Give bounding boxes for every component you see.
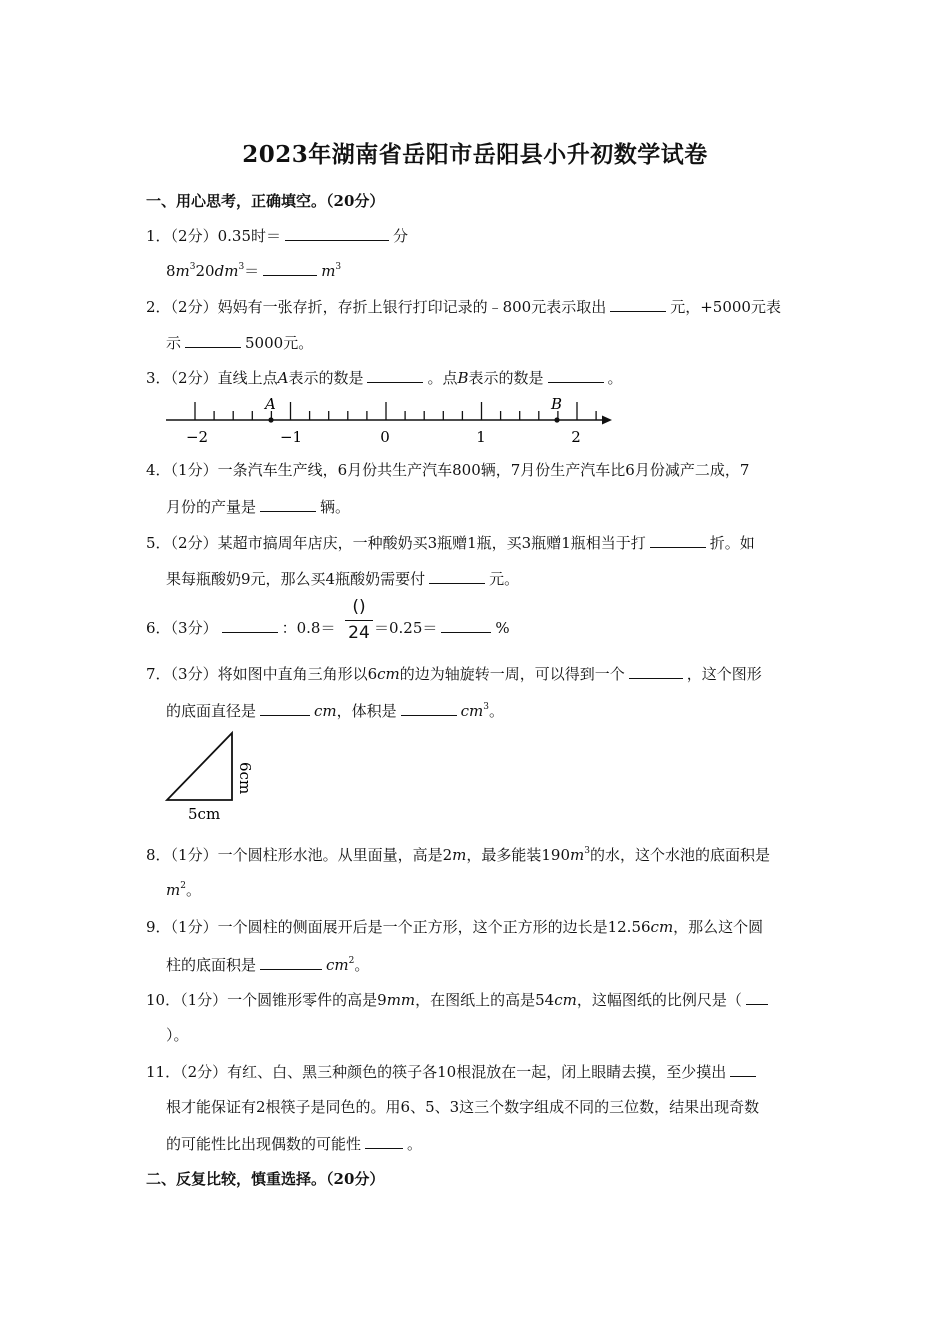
question-3: 3．（2分）直线上点A表示的数是 。点B表示的数是 。 xyxy=(146,369,623,387)
point-b xyxy=(554,417,559,422)
question-1: 1．（2分）0.35时＝ 分 xyxy=(146,227,409,245)
question-5-line-2: 果每瓶酸奶9元，那么买4瓶酸奶需要付 元。 xyxy=(166,570,520,588)
arrow-right-icon xyxy=(602,416,612,425)
tick-label: 0 xyxy=(380,428,390,446)
question-7-line-2: 的底面直径是 cm，体积是 $cm^3$。 xyxy=(166,702,505,720)
answer-blank[interactable] xyxy=(285,225,389,241)
question-7: 7．（3分）将如图中直角三角形以6cm的边为轴旋转一周，可以得到一个 ，这个图形 xyxy=(146,665,762,683)
answer-blank[interactable] xyxy=(260,954,322,970)
base-label: 5cm xyxy=(188,805,221,823)
section-1-heading: 一、用心思考，正确填空。（20分） xyxy=(146,192,385,210)
question-10-line-2: ）。 xyxy=(166,1026,189,1044)
fraction-numerator: () xyxy=(352,597,366,617)
answer-blank[interactable] xyxy=(365,1133,403,1149)
answer-blank[interactable] xyxy=(401,700,457,716)
question-9: 9．（1分）一个圆柱的侧面展开后是一个正方形，这个正方形的边长是12.56cm，那么这个圆 xyxy=(146,918,764,936)
answer-blank[interactable] xyxy=(260,700,310,716)
answer-blank[interactable] xyxy=(185,332,241,348)
tick-label: 1 xyxy=(476,428,486,446)
question-10: 10．（1分）一个圆锥形零件的高是9mm，在图纸上的高是54cm，这幅图纸的比例尺是（ xyxy=(146,989,772,1010)
point-a xyxy=(268,417,273,422)
answer-blank[interactable] xyxy=(548,367,604,383)
question-8-line-2: $m^2$。 xyxy=(166,881,201,899)
question-6-rest: ＝0.25＝ % xyxy=(374,619,510,637)
answer-blank[interactable] xyxy=(610,296,666,312)
question-11: 11．（2分）有红、白、黑三种颜色的筷子各10根混放在一起，闭上眼睛去摸，至少摸出 xyxy=(146,1061,760,1082)
answer-blank[interactable] xyxy=(441,617,491,633)
answer-blank[interactable] xyxy=(746,989,768,1005)
answer-blank[interactable] xyxy=(730,1061,756,1077)
question-2-line-2: 示 5000元。 xyxy=(166,334,314,352)
height-label: 6cm xyxy=(236,762,254,795)
number-line-ticks xyxy=(195,402,596,420)
question-11-line-3: 的可能性比出现偶数的可能性 。 xyxy=(166,1135,423,1153)
question-4: 4．（1分）一条汽车生产线，6月份共生产汽车800辆，7月份生产汽车比6月份减产二成，7 xyxy=(146,461,750,479)
right-triangle-figure xyxy=(160,726,260,824)
question-8: 8．（1分）一个圆柱形水池。从里面量，高是2m，最多能装$190m^3$的水，这个水池的底面积是 xyxy=(146,846,770,864)
tick-label: 2 xyxy=(571,428,581,446)
tick-label: −1 xyxy=(279,428,303,446)
answer-blank[interactable] xyxy=(650,532,706,548)
answer-blank[interactable] xyxy=(263,260,317,276)
question-9-line-2: 柱的底面积是 $cm^2$。 xyxy=(166,956,370,974)
answer-blank[interactable] xyxy=(429,568,485,584)
answer-blank[interactable] xyxy=(260,496,316,512)
question-11-line-2: 根才能保证有2根筷子是同色的。用6、5、3这三个数字组成不同的三位数，结果出现奇数 xyxy=(166,1098,760,1116)
right-triangle xyxy=(167,733,232,800)
point-b-label: B xyxy=(551,395,563,413)
fraction-bar xyxy=(345,620,373,621)
number-line-figure xyxy=(160,394,620,446)
answer-blank[interactable] xyxy=(629,663,683,679)
question-6: 6．（3分） ：0.8＝ xyxy=(146,619,336,637)
answer-blank[interactable] xyxy=(222,617,278,633)
question-2: 2．（2分）妈妈有一张存折，存折上银行打印记录的﹣800元表示取出 元，+5000元表 xyxy=(146,298,781,316)
point-a-label: A xyxy=(265,395,276,413)
fraction-denominator: 24 xyxy=(348,623,370,643)
question-1-part-2: $8m^320dm^3= m^3$ xyxy=(166,262,342,280)
question-4-line-2: 月份的产量是 辆。 xyxy=(166,498,351,516)
section-2-heading: 二、反复比较，慎重选择。（20分） xyxy=(146,1170,385,1188)
answer-blank[interactable] xyxy=(367,367,423,383)
tick-label: −2 xyxy=(185,428,209,446)
question-5: 5．（2分）某超市搞周年店庆，一种酸奶买3瓶赠1瓶，买3瓶赠1瓶相当于打 折。如 xyxy=(146,534,755,552)
page-title: 2023年湖南省岳阳市岳阳县小升初数学试卷 xyxy=(242,141,708,168)
